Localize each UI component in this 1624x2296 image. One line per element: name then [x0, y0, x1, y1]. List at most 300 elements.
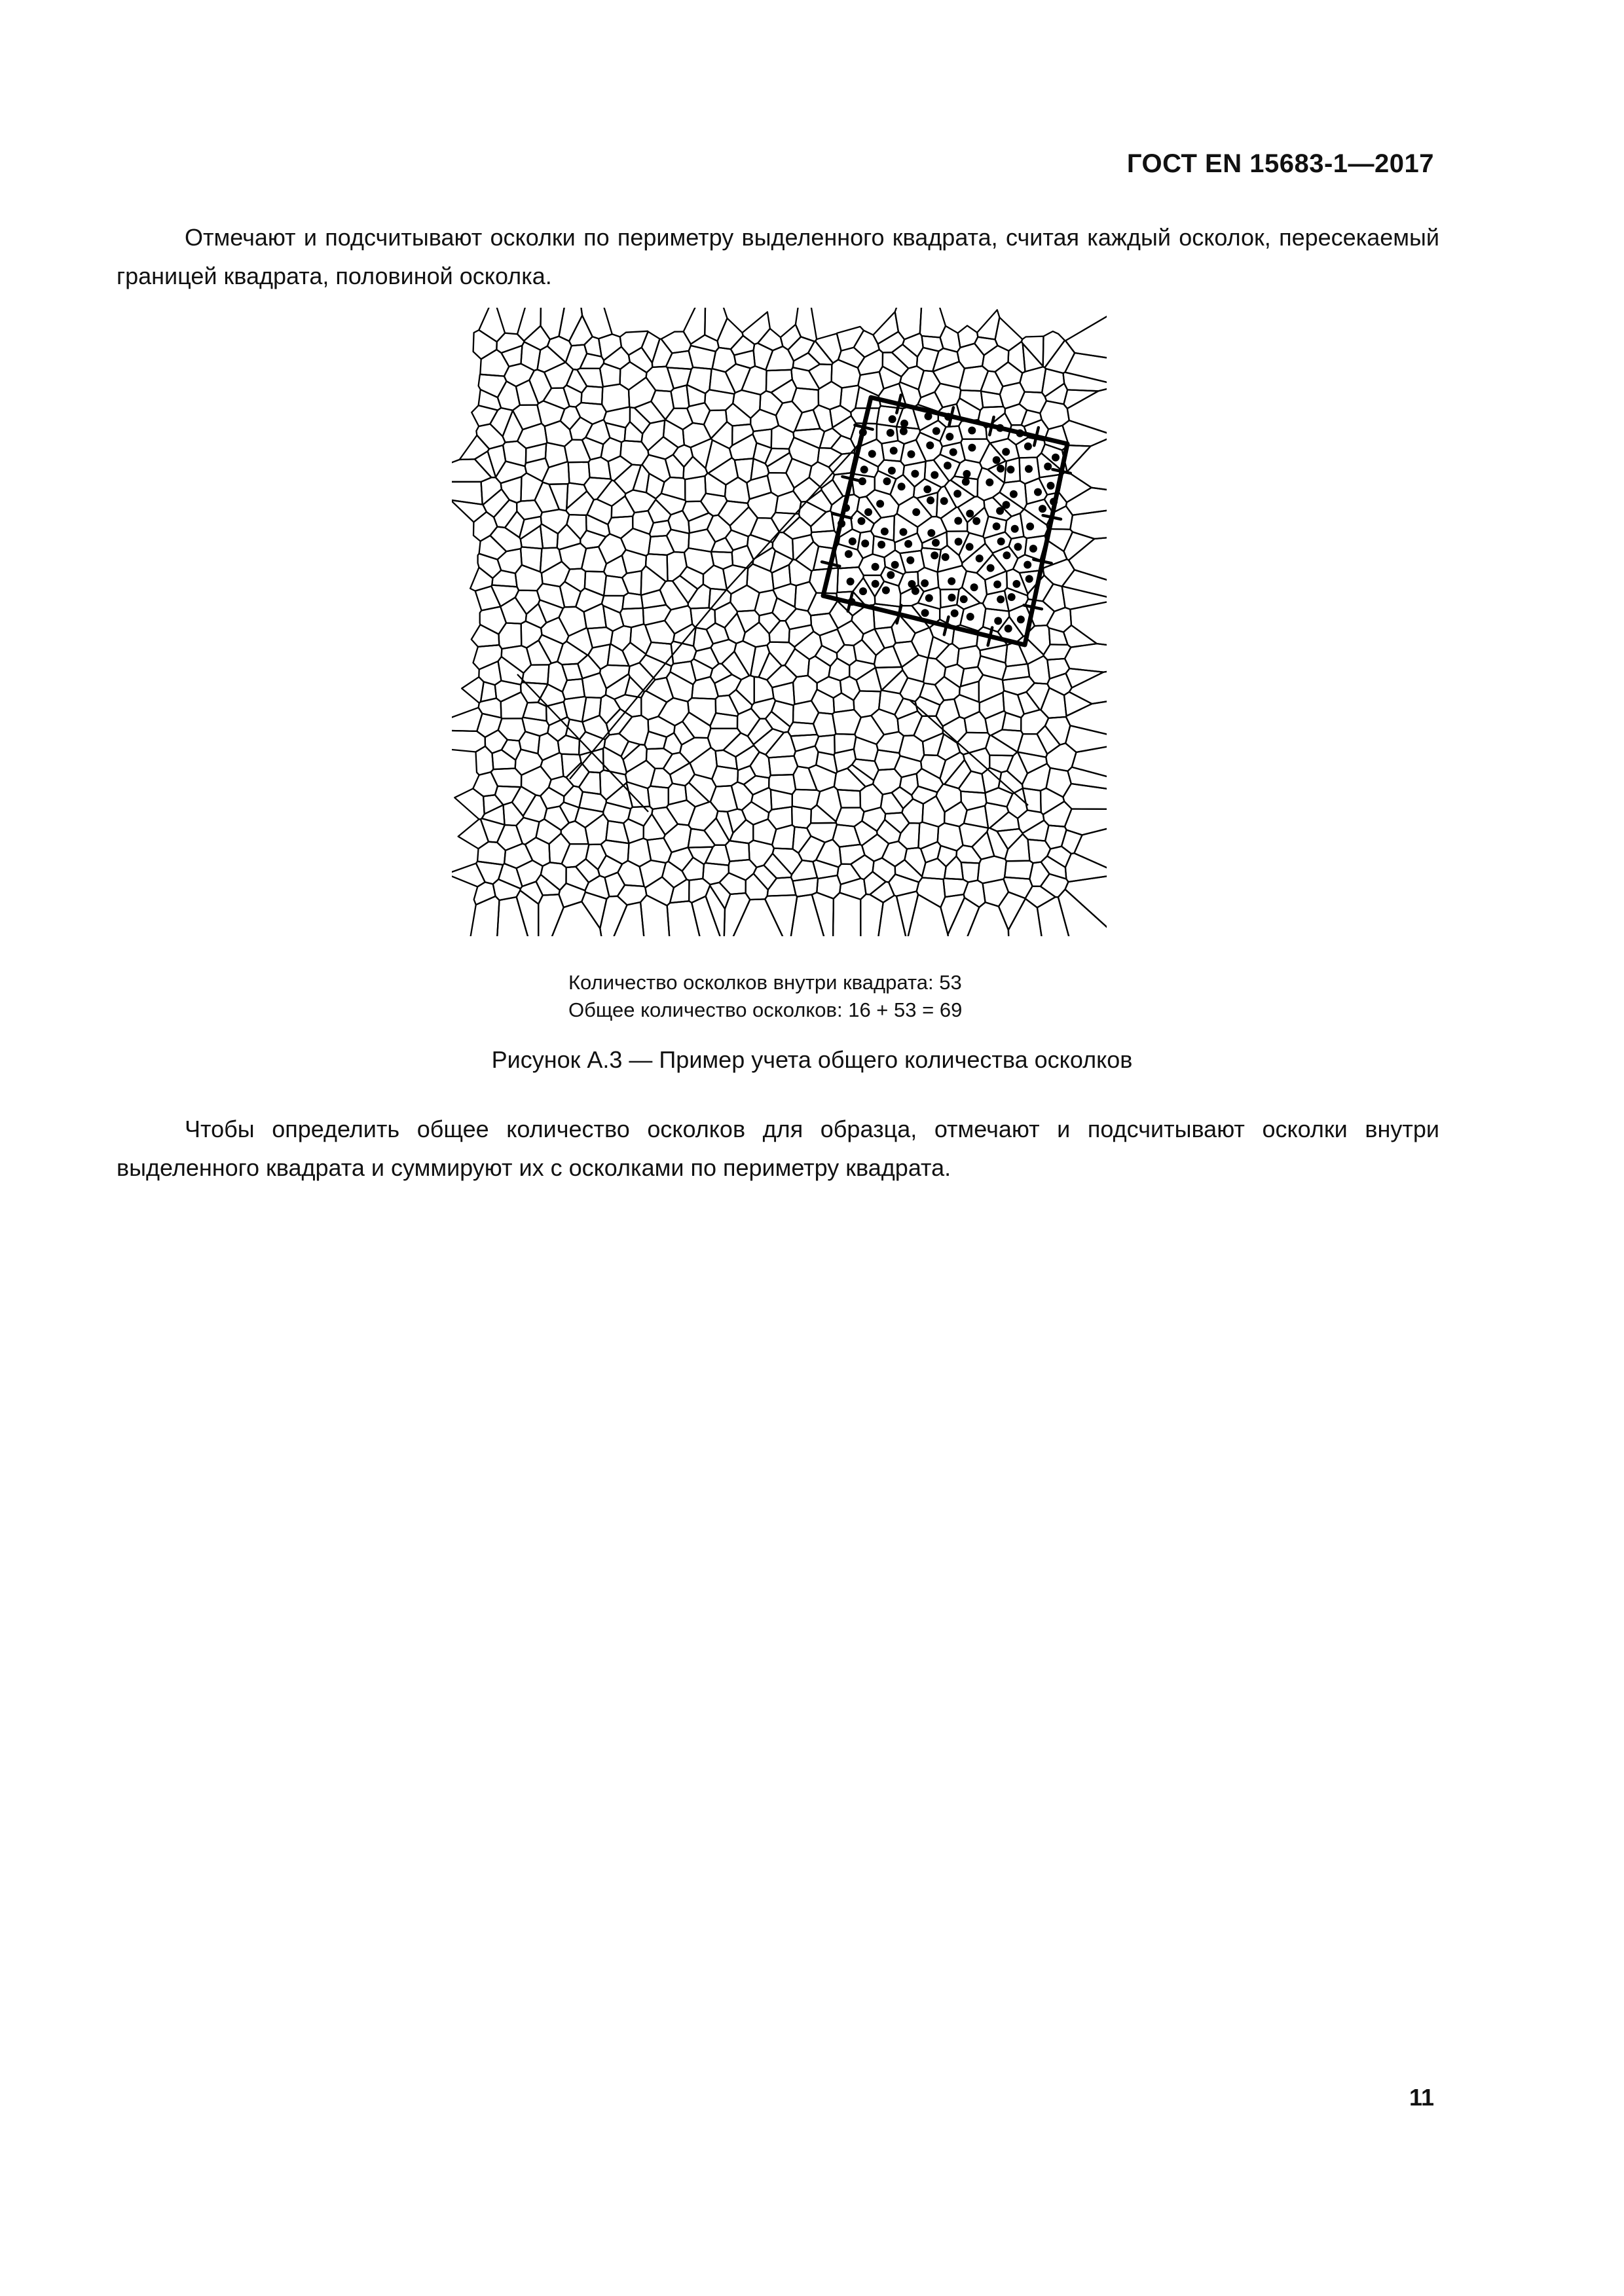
fragment-outline — [665, 455, 684, 479]
fragment-outline — [644, 731, 667, 749]
fragment-outline — [854, 331, 879, 357]
inside-fragment-dot — [912, 587, 919, 595]
fragment-outline — [501, 477, 522, 503]
fragment-outline — [473, 330, 497, 359]
inside-fragment-dot — [967, 613, 974, 621]
fragment-outline — [597, 480, 626, 506]
fragment-outline — [705, 390, 734, 410]
fragment-outline — [1064, 692, 1092, 716]
fragment-outline — [974, 337, 997, 355]
fragment-outline — [980, 693, 1005, 719]
fragment-outline — [577, 369, 603, 388]
fragment-outline — [490, 527, 522, 552]
fragment-outline — [731, 336, 754, 355]
fragment-outline — [982, 346, 1008, 372]
fragment-outline — [1063, 373, 1107, 392]
fragment-outline — [875, 750, 900, 771]
fragment-outline — [576, 589, 604, 612]
fragment-outline — [706, 886, 725, 936]
fragment-outline — [981, 371, 1003, 395]
fragment-outline — [541, 308, 570, 339]
inside-fragment-dot — [888, 467, 896, 475]
fragment-outline — [499, 623, 522, 649]
fragment-outline — [941, 507, 967, 532]
inside-fragment-dot — [996, 507, 1004, 515]
fragment-outline — [584, 477, 612, 500]
fragment-outline — [1044, 644, 1071, 659]
fragment-outline — [544, 362, 573, 388]
inside-fragment-dot — [966, 510, 974, 518]
fragment-outline — [1018, 636, 1044, 665]
fragment-outline — [772, 598, 796, 621]
fragment-outline — [661, 332, 691, 354]
fragment-outline — [812, 892, 834, 936]
fragment-outline — [1063, 390, 1098, 409]
fragment-outline — [789, 625, 814, 647]
inside-fragment-dot — [946, 433, 953, 441]
fragment-outline — [806, 490, 832, 513]
fragment-outline — [710, 713, 738, 729]
fragment-outline — [972, 832, 994, 860]
fragment-outline — [793, 767, 817, 790]
fragment-outline — [569, 316, 593, 346]
fragment-outline — [646, 642, 673, 666]
fragment-outline — [566, 491, 593, 515]
fragment-outline — [811, 805, 836, 824]
paragraph-total-text: Чтобы определить общее количество осколков для образца, отмечают и подсчитывают осколки внутри выделенного квадрата и суммируют их с осколками по периметру квадрата. — [117, 1116, 1439, 1181]
fragment-outline — [1041, 874, 1068, 898]
figure-title: Рисунок А.3 — Пример учета общего количества осколков — [491, 1046, 1133, 1073]
fragment-outline — [648, 786, 669, 809]
inside-fragment-dot — [1034, 488, 1042, 496]
fragment-outline — [1065, 644, 1107, 672]
inside-fragment-dot — [923, 485, 931, 493]
inside-fragment-dot — [906, 556, 914, 564]
fragment-outline — [627, 782, 650, 807]
fragment-outline — [767, 665, 796, 687]
fragment-outline — [899, 735, 924, 761]
fragment-outline — [1005, 861, 1033, 879]
fragment-outline — [836, 808, 864, 827]
fragment-outline — [838, 790, 860, 808]
fragment-outline — [454, 789, 485, 820]
fragment-outline — [893, 642, 919, 667]
fragment-outline — [515, 565, 543, 591]
inside-fragment-dot — [926, 441, 934, 449]
fragment-outline — [816, 839, 841, 867]
inside-fragment-dot — [889, 415, 896, 423]
fragment-outline — [1002, 712, 1021, 731]
inside-fragment-dot — [1039, 505, 1046, 513]
inside-fragment-dot — [972, 517, 980, 525]
fragment-outline — [997, 829, 1023, 849]
inside-fragment-dot — [931, 551, 938, 559]
fragment-outline — [895, 308, 923, 339]
inside-fragment-dot — [944, 462, 951, 469]
inside-fragment-dot — [1006, 465, 1014, 473]
fragment-outline — [1063, 784, 1107, 809]
fragment-outline — [1065, 308, 1107, 362]
fragment-outline — [580, 354, 604, 369]
inside-fragment-dot — [1047, 482, 1055, 490]
fragment-outline — [475, 451, 496, 477]
fragment-outline — [623, 642, 646, 666]
fragment-outline — [549, 776, 574, 797]
fragment-outline — [578, 308, 612, 338]
inside-fragment-dot — [1025, 465, 1033, 473]
fragment-outline — [667, 901, 706, 936]
fragment-outline — [540, 524, 558, 548]
fragment-outline — [494, 500, 517, 528]
inside-fragment-dot — [932, 539, 940, 547]
fragment-outline — [578, 655, 600, 679]
inside-fragment-dot — [868, 450, 876, 458]
fragment-outline — [879, 367, 902, 389]
fragment-outline — [539, 635, 563, 664]
fragment-outline — [582, 437, 603, 460]
fragment-outline — [559, 607, 587, 636]
fragment-outline — [854, 737, 878, 761]
fragment-outline — [769, 621, 790, 642]
fragment-outline — [576, 859, 600, 883]
inside-fragment-dot — [1010, 490, 1018, 498]
fragment-outline — [704, 818, 729, 845]
fragment-outline — [566, 483, 587, 509]
inside-fragment-dot — [911, 470, 919, 478]
fragment-outline — [1018, 811, 1044, 833]
fragment-outline — [932, 348, 959, 372]
fragment-outline — [557, 642, 587, 665]
fragment-outline — [522, 665, 549, 683]
fragment-outline — [618, 861, 644, 886]
fragment-outline — [892, 787, 913, 809]
fragment-outline — [742, 802, 769, 825]
inside-fragment-dot — [882, 587, 890, 594]
fracture-pattern-image — [452, 308, 1107, 936]
fragment-outline — [622, 571, 642, 595]
inside-fragment-dot — [932, 427, 940, 435]
fragment-outline — [526, 640, 551, 665]
fragment-outline — [621, 741, 640, 759]
inside-fragment-dot — [940, 497, 948, 505]
fragment-outline — [517, 860, 543, 886]
fragment-outline — [708, 729, 741, 751]
inside-fragment-dot — [876, 500, 884, 508]
fragment-outline — [600, 363, 620, 387]
inside-fragment-dot — [900, 420, 908, 428]
fragment-outline — [483, 795, 503, 814]
inside-fragment-dot — [997, 465, 1005, 473]
inside-fragment-dot — [927, 496, 934, 504]
inside-fragment-dot — [912, 508, 920, 516]
fragment-outline — [605, 873, 625, 897]
fragment-outline — [871, 709, 898, 735]
fragment-outline — [750, 752, 771, 778]
fragment-outline — [640, 895, 671, 936]
fragment-outline — [714, 674, 741, 696]
inside-fragment-dot — [849, 538, 857, 545]
fragment-outline — [795, 582, 817, 611]
fragment-outline — [641, 691, 667, 720]
inside-fragment-dot — [953, 490, 961, 498]
fragment-outline — [521, 767, 551, 796]
inside-fragment-dot — [987, 564, 995, 572]
inside-fragment-dot — [872, 580, 879, 588]
fragment-outline — [562, 844, 589, 867]
fragment-outline — [541, 753, 564, 780]
fragment-outline — [635, 401, 665, 424]
fragment-outline — [503, 441, 526, 466]
fragment-outline — [936, 784, 961, 812]
fragment-outline — [877, 820, 900, 844]
inside-fragment-dot — [872, 563, 879, 571]
fragment-outline — [647, 838, 671, 863]
fragment-outline — [1021, 710, 1048, 734]
inside-fragment-dot — [976, 555, 984, 562]
fragment-outline — [479, 374, 507, 397]
fragment-outline — [682, 712, 710, 738]
inside-fragment-dot — [1052, 454, 1060, 462]
inside-fragment-dot — [1012, 580, 1020, 588]
inside-fragment-dot — [968, 427, 976, 435]
fragment-outline — [773, 584, 796, 607]
fragment-outline — [673, 445, 693, 467]
fragment-outline — [536, 875, 560, 896]
fragment-outline — [1066, 697, 1107, 740]
inside-fragment-dot — [1003, 501, 1010, 509]
fragment-outline — [792, 535, 813, 560]
fragment-outline — [710, 640, 736, 664]
fragment-outline — [857, 668, 882, 691]
fragment-outline — [986, 711, 1006, 735]
fragment-outline — [516, 380, 538, 405]
fragment-outline — [730, 507, 758, 536]
fragment-outline — [492, 570, 517, 587]
fragment-outline — [688, 802, 718, 831]
fragment-outline — [759, 613, 780, 634]
fragment-outline — [789, 437, 819, 466]
fragment-outline — [796, 541, 819, 571]
fragment-outline — [744, 776, 769, 795]
inside-fragment-dot — [904, 540, 912, 548]
inside-fragment-dot — [890, 446, 898, 454]
fragment-outline — [1066, 668, 1104, 687]
fragment-outline — [776, 401, 802, 433]
inside-fragment-dot — [908, 450, 915, 458]
inside-fragment-dot — [1011, 525, 1019, 533]
fragment-outline — [670, 879, 690, 903]
fragment-outline — [923, 658, 946, 685]
inside-fragment-dot — [861, 539, 869, 547]
fragment-outline — [960, 366, 989, 391]
fragment-outline — [1070, 598, 1107, 649]
fragment-outline — [471, 625, 500, 647]
inside-fragment-dot — [954, 517, 962, 525]
fragment-outline — [641, 566, 666, 596]
fragment-outline — [1005, 834, 1030, 862]
inside-fragment-dot — [1005, 625, 1012, 632]
fragment-outline — [652, 339, 673, 367]
inside-fragment-dot — [887, 571, 895, 579]
inside-fragment-dot — [1026, 522, 1034, 530]
inside-fragment-dot — [1002, 448, 1010, 456]
fragment-outline — [965, 712, 988, 733]
fragment-outline — [516, 818, 539, 845]
fragment-outline — [562, 664, 582, 680]
fragment-outline — [769, 756, 798, 776]
inside-fragment-dot — [883, 477, 891, 485]
fragment-outline — [480, 350, 509, 376]
paragraph-perimeter-count — [117, 218, 1439, 295]
inside-fragment-dot — [968, 444, 976, 452]
fragment-outline — [495, 786, 521, 805]
fragment-outline — [625, 422, 643, 442]
fragment-outline — [707, 515, 731, 542]
fragment-outline — [1040, 401, 1069, 429]
fragment-outline — [766, 346, 794, 371]
count-inside-line: Количество осколков внутри квадрата: 53 — [568, 971, 962, 994]
inside-fragment-dot — [1029, 545, 1037, 553]
fragment-outline — [957, 646, 981, 668]
fragment-outline — [726, 841, 750, 862]
fragment-outline — [785, 649, 809, 677]
inside-fragment-dot — [1024, 443, 1032, 450]
inside-fragment-dot — [1014, 543, 1022, 551]
fragment-outline — [933, 361, 965, 388]
inside-fragment-dot — [858, 517, 866, 525]
inside-fragment-dot — [845, 550, 853, 558]
page-number: 11 — [1409, 2084, 1434, 2111]
fragment-outline — [1037, 897, 1076, 936]
fragment-outline — [535, 483, 559, 513]
fragment-outline — [701, 494, 727, 516]
inside-fragment-dot — [1024, 561, 1031, 569]
fragment-outline — [736, 676, 754, 705]
fragment-outline — [490, 408, 513, 437]
fragment-outline — [900, 774, 918, 795]
fragment-outline — [1044, 340, 1075, 373]
fragment-outline — [1028, 839, 1051, 863]
fragment-outline — [794, 632, 822, 660]
fragment-outline — [536, 819, 561, 844]
inside-fragment-dot — [993, 581, 1001, 589]
inside-fragment-dot — [993, 456, 1001, 464]
fragment-outline — [492, 750, 516, 769]
fragment-outline — [982, 768, 1002, 793]
fragment-outline — [862, 807, 885, 831]
fragment-outline — [670, 763, 695, 786]
inside-fragment-dot — [860, 465, 868, 473]
fragment-outline — [705, 440, 731, 473]
fragment-outline — [542, 462, 569, 484]
fragment-outline — [629, 663, 655, 691]
inside-fragment-dot — [963, 470, 970, 478]
inside-fragment-dot — [1008, 593, 1016, 601]
count-summary — [568, 969, 962, 1024]
fragment-outline — [604, 407, 630, 428]
fragment-outline — [1058, 889, 1107, 936]
fragment-outline — [662, 862, 687, 888]
fragment-outline — [705, 473, 726, 496]
fragment-outline — [582, 673, 606, 698]
fragment-outline — [943, 717, 967, 743]
fragment-outline — [460, 435, 489, 460]
fragment-outline — [558, 735, 580, 755]
fragment-outline — [605, 902, 646, 936]
fragment-outline — [473, 512, 497, 541]
fragment-outline — [611, 626, 632, 651]
fragment-outline — [873, 769, 902, 795]
inside-fragment-dot — [877, 541, 885, 549]
fragment-outline — [667, 530, 690, 553]
inside-fragment-dot — [864, 508, 872, 516]
inside-fragment-dot — [951, 610, 959, 617]
fragment-outline — [1072, 742, 1107, 783]
fragment-outline — [687, 367, 711, 393]
inside-fragment-dot — [1025, 575, 1033, 583]
fragment-outline — [819, 382, 842, 410]
fragment-outline — [517, 890, 539, 936]
count-total-line: Общее количество осколков: 16 + 53 = 69 — [568, 998, 963, 1021]
fragment-outline — [1005, 404, 1027, 425]
fragment-outline — [882, 841, 907, 867]
inside-fragment-dot — [986, 479, 993, 486]
fragment-outline — [755, 590, 777, 615]
fragment-outline — [767, 877, 796, 896]
inside-fragment-dot — [921, 579, 929, 587]
fragment-outline — [537, 401, 564, 426]
fragment-outline — [557, 524, 581, 550]
inside-fragment-dot — [925, 594, 933, 602]
inside-fragment-dot — [970, 583, 978, 591]
fragment-outline — [688, 584, 710, 608]
fragment-outline — [743, 312, 770, 344]
fragment-outline — [585, 814, 608, 845]
fragment-outline — [979, 675, 1004, 703]
fragment-outline — [589, 457, 611, 479]
inside-fragment-dot — [960, 595, 968, 603]
fragment-outline — [900, 366, 924, 390]
fragment-outline — [912, 786, 937, 804]
fragment-outline — [940, 894, 965, 934]
fragment-outline — [796, 308, 817, 342]
fragment-outline — [466, 896, 500, 936]
fracture-pattern-figure — [452, 308, 1107, 936]
fragment-outline — [1069, 668, 1107, 704]
fragment-outline — [496, 897, 535, 936]
fragment-outline — [549, 833, 570, 864]
fragment-outline — [808, 341, 833, 365]
fragment-outline — [959, 771, 986, 793]
fragment-outline — [957, 902, 1010, 936]
fragment-outline — [1037, 726, 1060, 754]
inside-fragment-dot — [898, 483, 906, 490]
fragment-outline — [917, 878, 946, 907]
fragment-outline — [521, 526, 543, 549]
fragment-outline — [601, 438, 621, 462]
inside-fragment-dot — [1017, 615, 1025, 623]
fragment-outline — [650, 769, 673, 788]
fragment-outline — [789, 894, 832, 936]
fragment-outline — [452, 864, 485, 887]
fragment-outline — [618, 885, 646, 905]
fragment-outline — [473, 772, 498, 796]
fragment-outline — [692, 677, 718, 699]
fragment-outline — [710, 883, 730, 909]
fragment-outline — [1074, 822, 1107, 875]
fragment-outline — [476, 746, 494, 775]
fragment-outline — [840, 845, 865, 864]
